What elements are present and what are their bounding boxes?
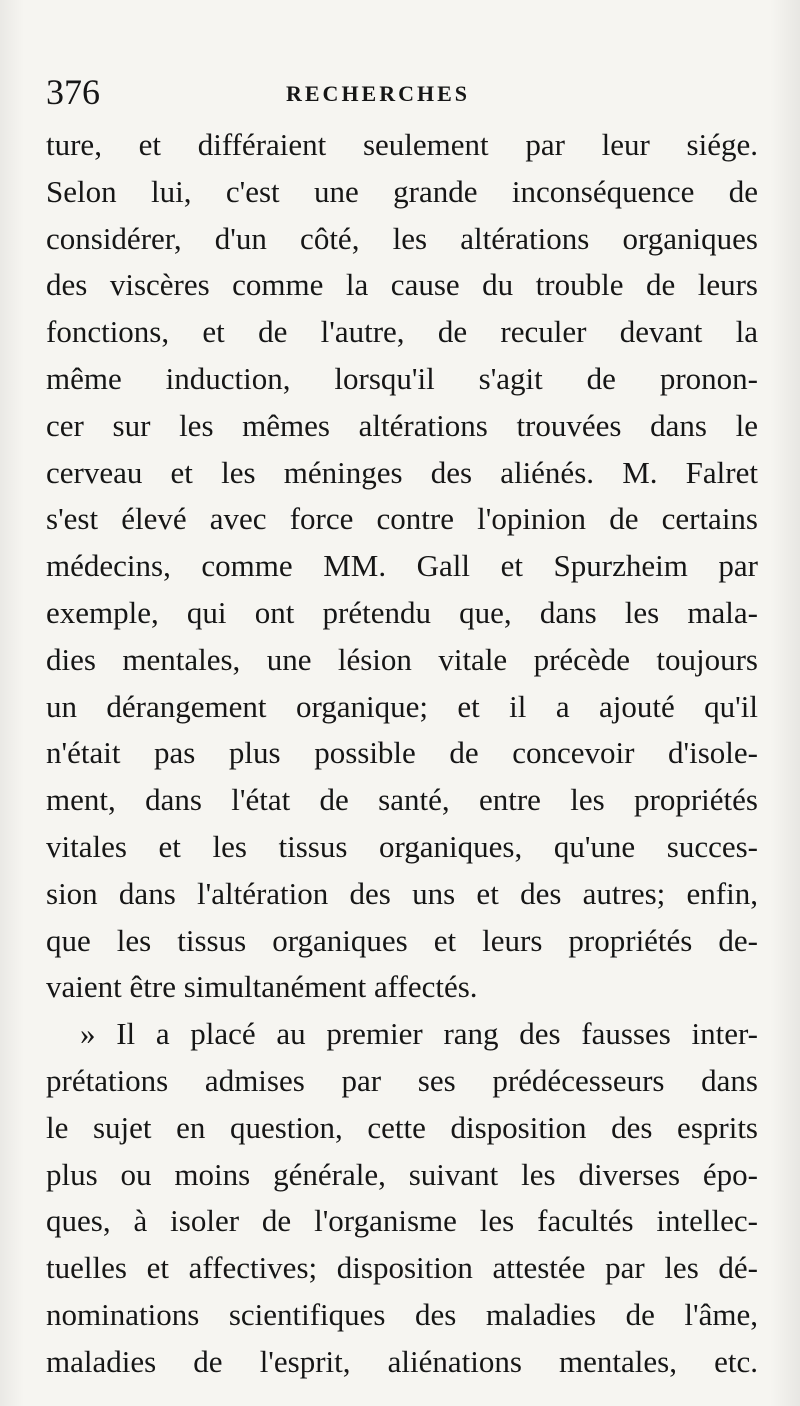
text-line: ques, à isoler de l'organisme les facultés intellec- — [46, 1203, 758, 1239]
text-line: n'était pas plus possible de concevoir d'isole- — [46, 735, 758, 771]
text-line: vitales et les tissus organiques, qu'une succes- — [46, 828, 758, 864]
text-line: le sujet en question, cette disposition des esprits — [46, 1109, 758, 1145]
text-line: sion dans l'altération des uns et des autres; enfin, — [46, 875, 758, 911]
paragraph-start-line: » Il a placé au premier rang des fausses inter- — [80, 1016, 758, 1052]
page-header — [46, 72, 752, 116]
text-line: fonctions, et de l'autre, de reculer devant la — [46, 314, 758, 350]
text-line: tuelles et affectives; disposition attestée par les dé- — [46, 1250, 758, 1286]
text-line: cer sur les mêmes altérations trouvées dans le — [46, 407, 758, 443]
text-line: ment, dans l'état de santé, entre les propriétés — [46, 782, 758, 818]
body-text — [46, 122, 758, 1386]
text-line: plus ou moins générale, suivant les diverses épo- — [46, 1156, 758, 1192]
paragraph-end-line: vaient être simultanément affectés. — [46, 969, 478, 1005]
text-line: même induction, lorsqu'il s'agit de pronon- — [46, 360, 758, 396]
text-line: prétations admises par ses prédécesseurs dans — [46, 1062, 758, 1098]
running-head: RECHERCHES — [286, 81, 471, 106]
text-line: s'est élevé avec force contre l'opinion de certains — [46, 501, 758, 537]
text-line: maladies de l'esprit, aliénations mentales, etc. — [46, 1343, 758, 1379]
text-line: des viscères comme la cause du trouble de leurs — [46, 267, 758, 303]
text-line: Selon lui, c'est une grande inconséquence de — [46, 173, 758, 209]
text-line: considérer, d'un côté, les altérations organiques — [46, 220, 758, 256]
text-line: cerveau et les méninges des aliénés. M. Falret — [46, 454, 758, 490]
text-line: nominations scientifiques des maladies de l'âme, — [46, 1296, 758, 1332]
text-line: ture, et différaient seulement par leur siége. — [46, 127, 758, 162]
text-line: exemple, qui ont prétendu que, dans les mala- — [46, 594, 758, 630]
text-line: un dérangement organique; et il a ajouté qu'il — [46, 688, 758, 724]
page-number: 376 — [46, 72, 100, 112]
text-line: dies mentales, une lésion vitale précède toujours — [46, 641, 758, 677]
text-line: que les tissus organiques et leurs propriétés de- — [46, 922, 758, 958]
text-line: médecins, comme MM. Gall et Spurzheim par — [46, 548, 758, 584]
